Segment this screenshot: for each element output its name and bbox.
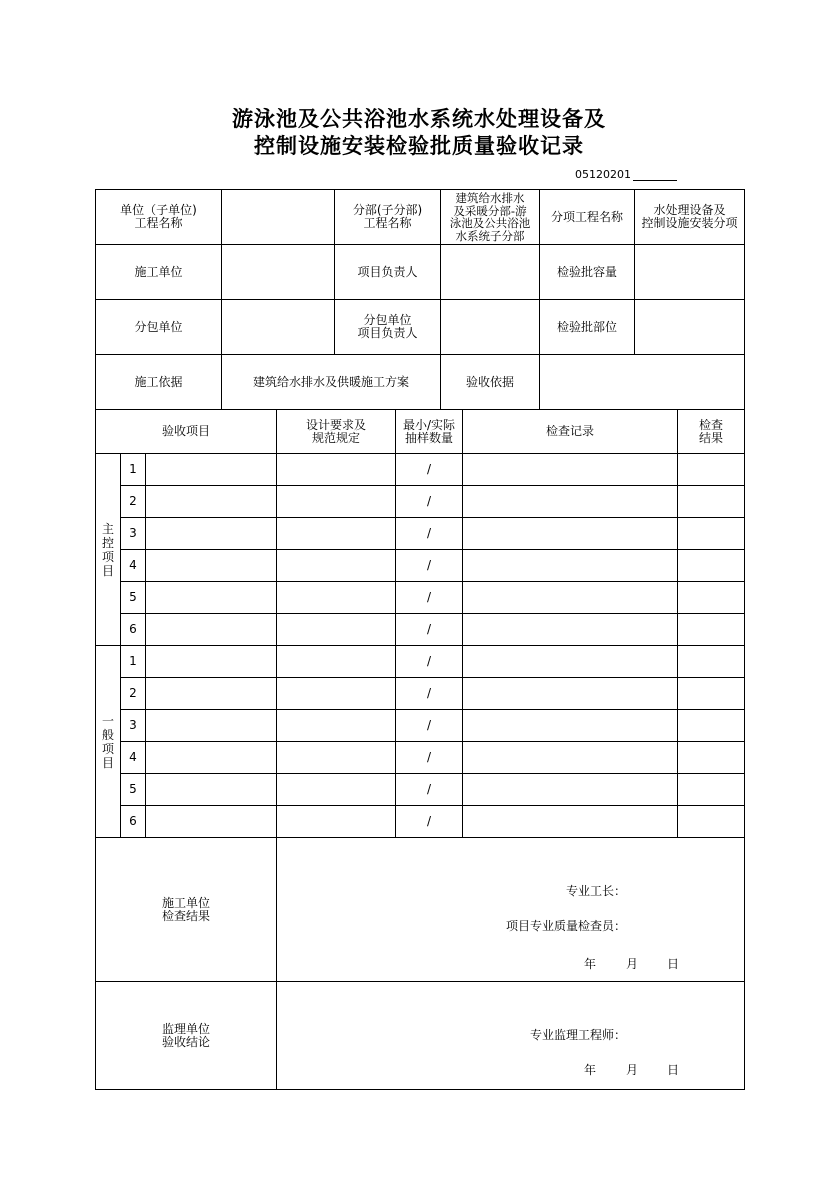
- unit-name-label-2: 工程名称: [134, 216, 183, 230]
- group-label-main: [100, 522, 116, 578]
- supervisor-check-label-1: 监理单位: [161, 1021, 210, 1036]
- batch-capacity-label: 检验批容量: [556, 264, 617, 279]
- constructor-check-label-1: 施工单位: [161, 895, 210, 910]
- column-header-design-1: 设计要求及: [305, 417, 366, 432]
- sample-slash[interactable]: /: [426, 750, 432, 764]
- item-name-value[interactable]: [635, 190, 744, 244]
- column-header-design: [277, 410, 395, 453]
- sub-pm-label: [335, 300, 440, 354]
- group-label-general-char: 项: [101, 742, 114, 756]
- sub-division-value[interactable]: [441, 190, 539, 244]
- batch-capacity-field[interactable]: [635, 245, 744, 299]
- batch-part-field[interactable]: [635, 300, 744, 354]
- date-month: 月: [625, 1062, 638, 1077]
- row-number: 6: [129, 622, 137, 636]
- form-title-line-2: 控制设施安装检验批质量验收记录: [254, 133, 584, 158]
- sample-slash[interactable]: /: [426, 494, 432, 508]
- row-number: 2: [129, 494, 137, 508]
- column-header-sample-1: 最小/实际: [402, 417, 456, 432]
- column-header-record: 检查记录: [545, 424, 594, 438]
- sample-slash[interactable]: /: [426, 686, 432, 700]
- row-number: 6: [129, 814, 137, 828]
- constructor-label: 施工单位: [134, 264, 183, 279]
- constructor-field[interactable]: [222, 245, 334, 299]
- column-header-design-2: 规范规定: [311, 430, 360, 445]
- group-label-general-char: 般: [101, 728, 114, 742]
- sub-division-label-2: 工程名称: [363, 216, 412, 230]
- sample-slash[interactable]: /: [426, 782, 432, 796]
- sample-slash[interactable]: /: [426, 814, 432, 828]
- column-header-result-1: 检查: [698, 417, 723, 432]
- form-code-number: 05120201: [575, 168, 631, 181]
- date-day: 日: [666, 1062, 679, 1077]
- sample-slash[interactable]: /: [426, 462, 432, 476]
- date-month: 月: [625, 956, 638, 971]
- group-label-main-char: 目: [101, 564, 114, 578]
- column-header-sample-2: 抽样数量: [404, 430, 453, 445]
- sample-slash[interactable]: /: [426, 654, 432, 668]
- item-name-value-1: 水处理设备及: [653, 203, 726, 217]
- sub-division-value-2: 及采暖分部-游: [453, 203, 527, 218]
- sub-division-label: [335, 190, 440, 244]
- sample-slash[interactable]: /: [426, 558, 432, 572]
- sample-slash[interactable]: /: [426, 526, 432, 540]
- unit-name-label: [96, 190, 221, 244]
- unit-name-label-1: 单位（子单位): [120, 203, 197, 217]
- row-number: 1: [129, 654, 137, 668]
- group-label-main-char: 主: [101, 522, 114, 536]
- subcontractor-label: 分包单位: [134, 319, 183, 334]
- group-label-general-char: 目: [101, 756, 114, 770]
- quality-inspector-label: 项目专业质量检查员：: [505, 918, 626, 933]
- sub-pm-label-1: 分包单位: [363, 313, 412, 327]
- date-year: 年: [583, 1062, 596, 1077]
- item-name-value-2: 控制设施安装分项: [641, 216, 738, 230]
- row-number: 2: [129, 686, 137, 700]
- project-manager-field[interactable]: [441, 245, 539, 299]
- sub-division-value-1: 建筑给水排水: [455, 191, 525, 205]
- sample-slash[interactable]: /: [426, 622, 432, 636]
- group-label-main-char: 项: [101, 550, 114, 564]
- row-number: 3: [129, 526, 137, 540]
- row-number: 5: [129, 590, 137, 604]
- date-day: 日: [666, 956, 679, 971]
- sub-pm-label-2: 项目负责人: [357, 326, 418, 340]
- batch-part-label: 检验批部位: [556, 319, 617, 334]
- sample-slash[interactable]: /: [426, 590, 432, 604]
- row-number: 1: [129, 462, 137, 476]
- foreman-label: 专业工长：: [565, 883, 626, 898]
- supervising-engineer-label: 专业监理工程师：: [529, 1027, 626, 1042]
- supervisor-check-label: [96, 982, 276, 1089]
- sub-division-label-1: 分部(子分部): [352, 203, 423, 217]
- acceptance-basis-field[interactable]: [540, 355, 744, 409]
- row-number: 5: [129, 782, 137, 796]
- project-manager-label: 项目负责人: [357, 264, 418, 279]
- subcontractor-field[interactable]: [222, 300, 334, 354]
- group-label-main-char: 控: [101, 536, 114, 550]
- unit-name-field[interactable]: [222, 190, 334, 244]
- form-title-line-1: 游泳池及公共浴池水系统水处理设备及: [232, 106, 606, 131]
- row-number: 4: [129, 750, 137, 764]
- sub-division-value-4: 水系统子分部: [455, 228, 525, 243]
- column-header-sample: [396, 410, 462, 453]
- item-name-label: 分项工程名称: [550, 209, 623, 224]
- column-header-item: 验收项目: [161, 424, 210, 438]
- sub-division-value-3: 泳池及公共浴池: [449, 216, 531, 230]
- sample-slash[interactable]: /: [426, 718, 432, 732]
- row-number: 3: [129, 718, 137, 732]
- column-header-result-2: 结果: [698, 430, 723, 445]
- row-number: 4: [129, 558, 137, 572]
- sub-pm-field[interactable]: [441, 300, 539, 354]
- supervisor-check-label-2: 验收结论: [161, 1034, 210, 1049]
- construction-basis-label: 施工依据: [134, 374, 183, 389]
- group-label-general-char: 一: [101, 714, 114, 728]
- group-label-general: [100, 714, 116, 770]
- date-year: 年: [583, 956, 596, 971]
- constructor-check-label-2: 检查结果: [161, 908, 210, 923]
- construction-basis-value[interactable]: 建筑给水排水及供暖施工方案: [252, 374, 409, 389]
- constructor-check-label: [96, 838, 276, 981]
- acceptance-basis-label: 验收依据: [465, 374, 514, 389]
- column-header-result: [678, 410, 744, 453]
